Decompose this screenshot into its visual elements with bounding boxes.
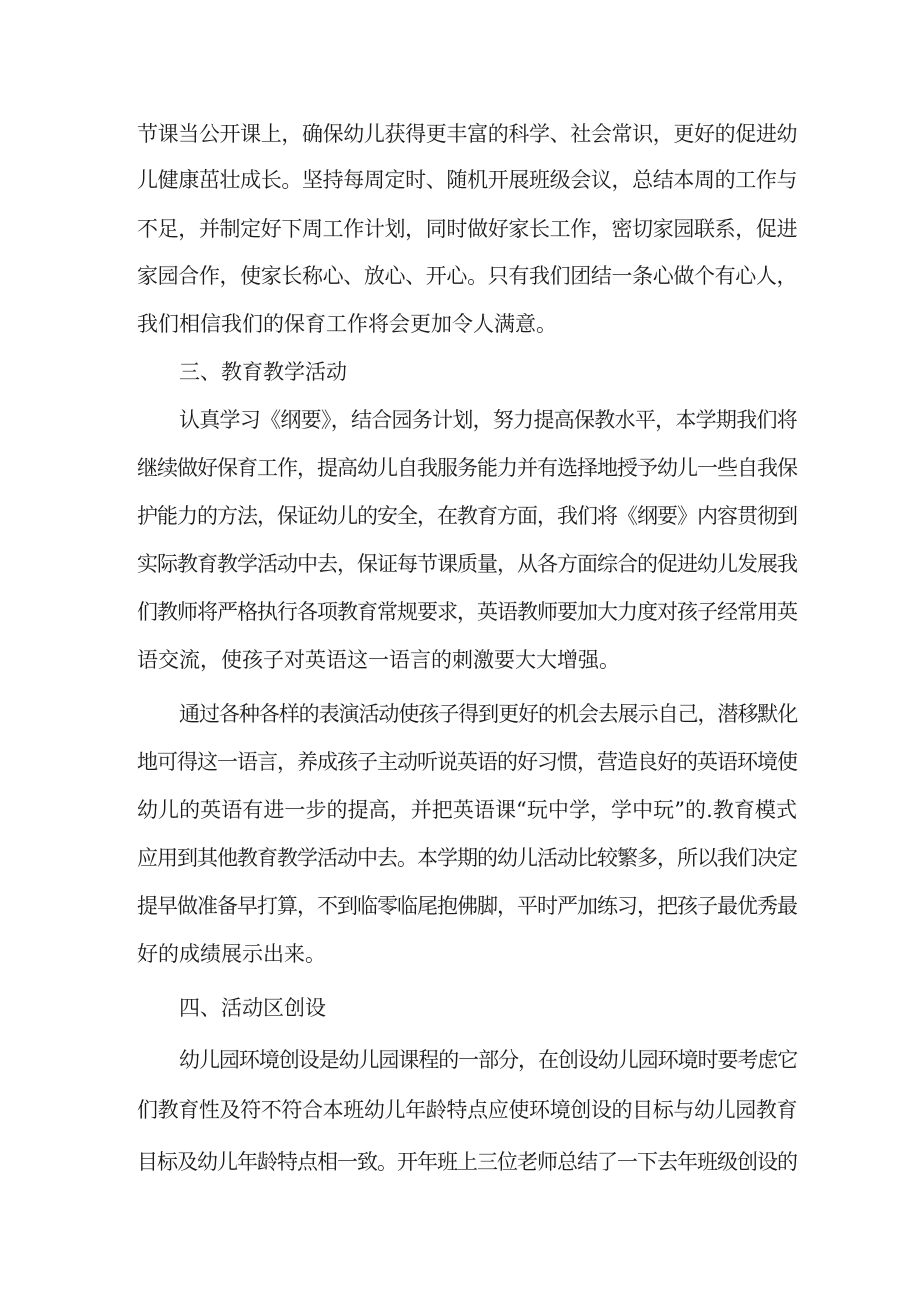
paragraph-3-line-2: 地可得这一语言，养成孩子主动听说英语的好习惯，营造良好的英语环境使: [137, 750, 797, 774]
paragraph-4-line-2: 们教育性及符不符合本班幼儿年龄特点应使环境创设的目标与幼儿园教育: [137, 1098, 797, 1122]
paragraph-3-line-6: 好的成绩展示出来。: [137, 942, 326, 966]
paragraph-1-line-5: 我们相信我们的保育工作将会更加令人满意。: [137, 312, 557, 336]
paragraph-3-line-3: 幼儿的英语有进一步的提高，并把英语课“玩中学，学中玩”的.教育模式: [137, 798, 797, 822]
section-heading-3: 三、教育教学活动: [179, 360, 347, 384]
paragraph-2-line-2: 继续做好保育工作，提高幼儿自我服务能力并有选择地授予幼儿一些自我保: [137, 456, 797, 480]
paragraph-2-line-4: 实际教育教学活动中去，保证每节课质量，从各方面综合的促进幼儿发展我: [137, 552, 797, 576]
paragraph-3-line-1: 通过各种各样的表演活动使孩子得到更好的机会去展示自己，潜移默化: [179, 702, 797, 726]
paragraph-2-line-5: 们教师将严格执行各项教育常规要求，英语教师要加大力度对孩子经常用英: [137, 600, 797, 624]
paragraph-1-line-2: 儿健康茁壮成长。坚持每周定时、随机开展班级会议，总结本周的工作与: [137, 168, 797, 192]
paragraph-2-line-1: 认真学习《纲要》，结合园务计划，努力提高保教水平，本学期我们将: [179, 408, 797, 432]
paragraph-1-line-1: 节课当公开课上，确保幼儿获得更丰富的科学、社会常识，更好的促进幼: [137, 122, 797, 146]
paragraph-1-line-4: 家园合作，使家长称心、放心、开心。只有我们团结一条心做个有心人，: [137, 264, 797, 288]
section-heading-4: 四、活动区创设: [179, 996, 326, 1020]
paragraph-4-line-3: 目标及幼儿年龄特点相一致。开年班上三位老师总结了一下去年班级创设的: [137, 1150, 797, 1174]
paragraph-1-line-3: 不足，并制定好下周工作计划，同时做好家长工作，密切家园联系，促进: [137, 217, 797, 241]
paragraph-3-line-5: 提早做准备早打算，不到临零临尾抱佛脚，平时严加练习，把孩子最优秀最: [137, 894, 797, 918]
paragraph-2-line-6: 语交流，使孩子对英语这一语言的刺激要大大增强。: [137, 648, 620, 672]
paragraph-4-line-1: 幼儿园环境创设是幼儿园课程的一部分，在创设幼儿园环境时要考虑它: [179, 1048, 797, 1072]
paragraph-2-line-3: 护能力的方法，保证幼儿的安全，在教育方面，我们将《纲要》内容贯彻到: [137, 504, 797, 528]
paragraph-3-line-4: 应用到其他教育教学活动中去。本学期的幼儿活动比较繁多，所以我们决定: [137, 846, 797, 870]
